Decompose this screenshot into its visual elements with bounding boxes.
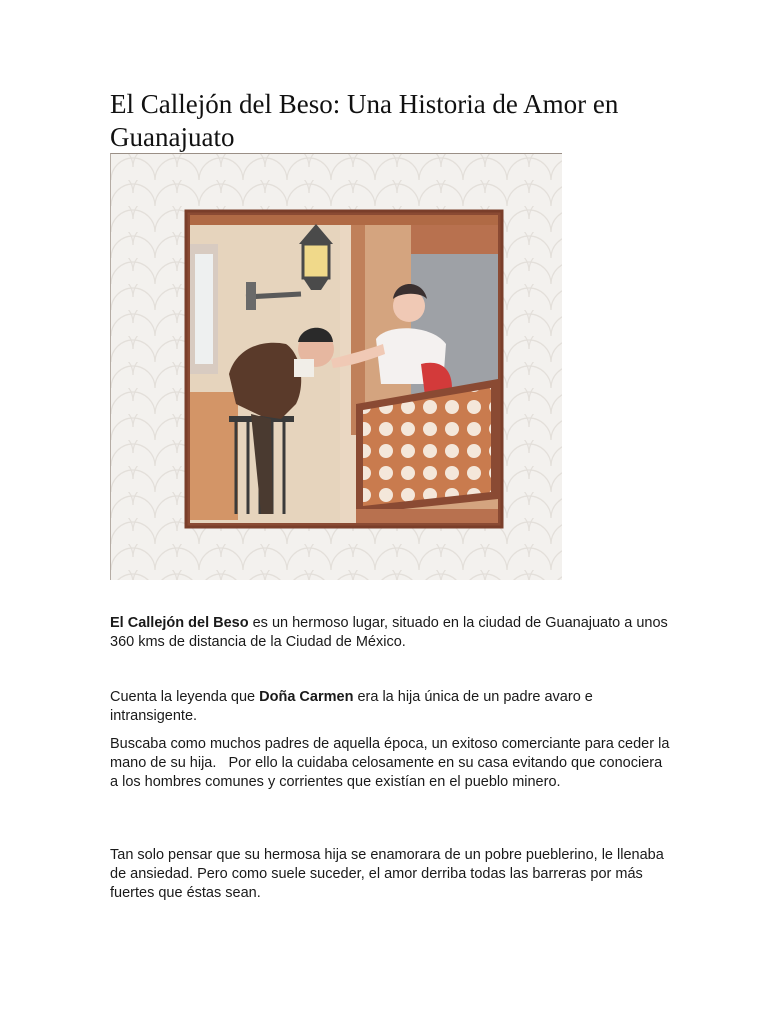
paragraph-bold-place: El Callejón del Beso <box>110 615 249 631</box>
paragraph-intro <box>110 614 670 652</box>
illustration-couple-balcony-icon <box>111 154 562 580</box>
paragraph-bold-name: Doña Carmen <box>259 689 354 705</box>
paragraph-anxiety: Tan solo pensar que su hermosa hija se enamorara de un pobre pueblerino, le llenaba de ansiedad. Pero como suele suceder, el amor derriba todas las barreras por más fuertes que éstas sean. <box>110 847 664 901</box>
paragraph-text-rest: era la hija única de un padre avaro e intransigente. <box>110 689 593 724</box>
paragraph-text: es un hermoso lugar, situado en la ciudad de Guanajuato a unos 360 kms de distancia de la Ciudad de México. <box>110 615 668 650</box>
paragraph-text-lead: Cuenta la leyenda que <box>110 689 260 705</box>
paragraph-father: Buscaba como muchos padres de aquella época, un exitoso comerciante para ceder la mano de su hija. Por ello la cuidaba celosamente en su casa evitando que conociera a los hombres comunes y corrientes que existían en el pueblo minero. <box>110 736 674 790</box>
paragraph-legend <box>110 688 670 726</box>
illustration-figure <box>110 153 562 580</box>
page-title: El Callejón del Beso: Una Historia de Amor en Guanajuato <box>110 89 619 152</box>
